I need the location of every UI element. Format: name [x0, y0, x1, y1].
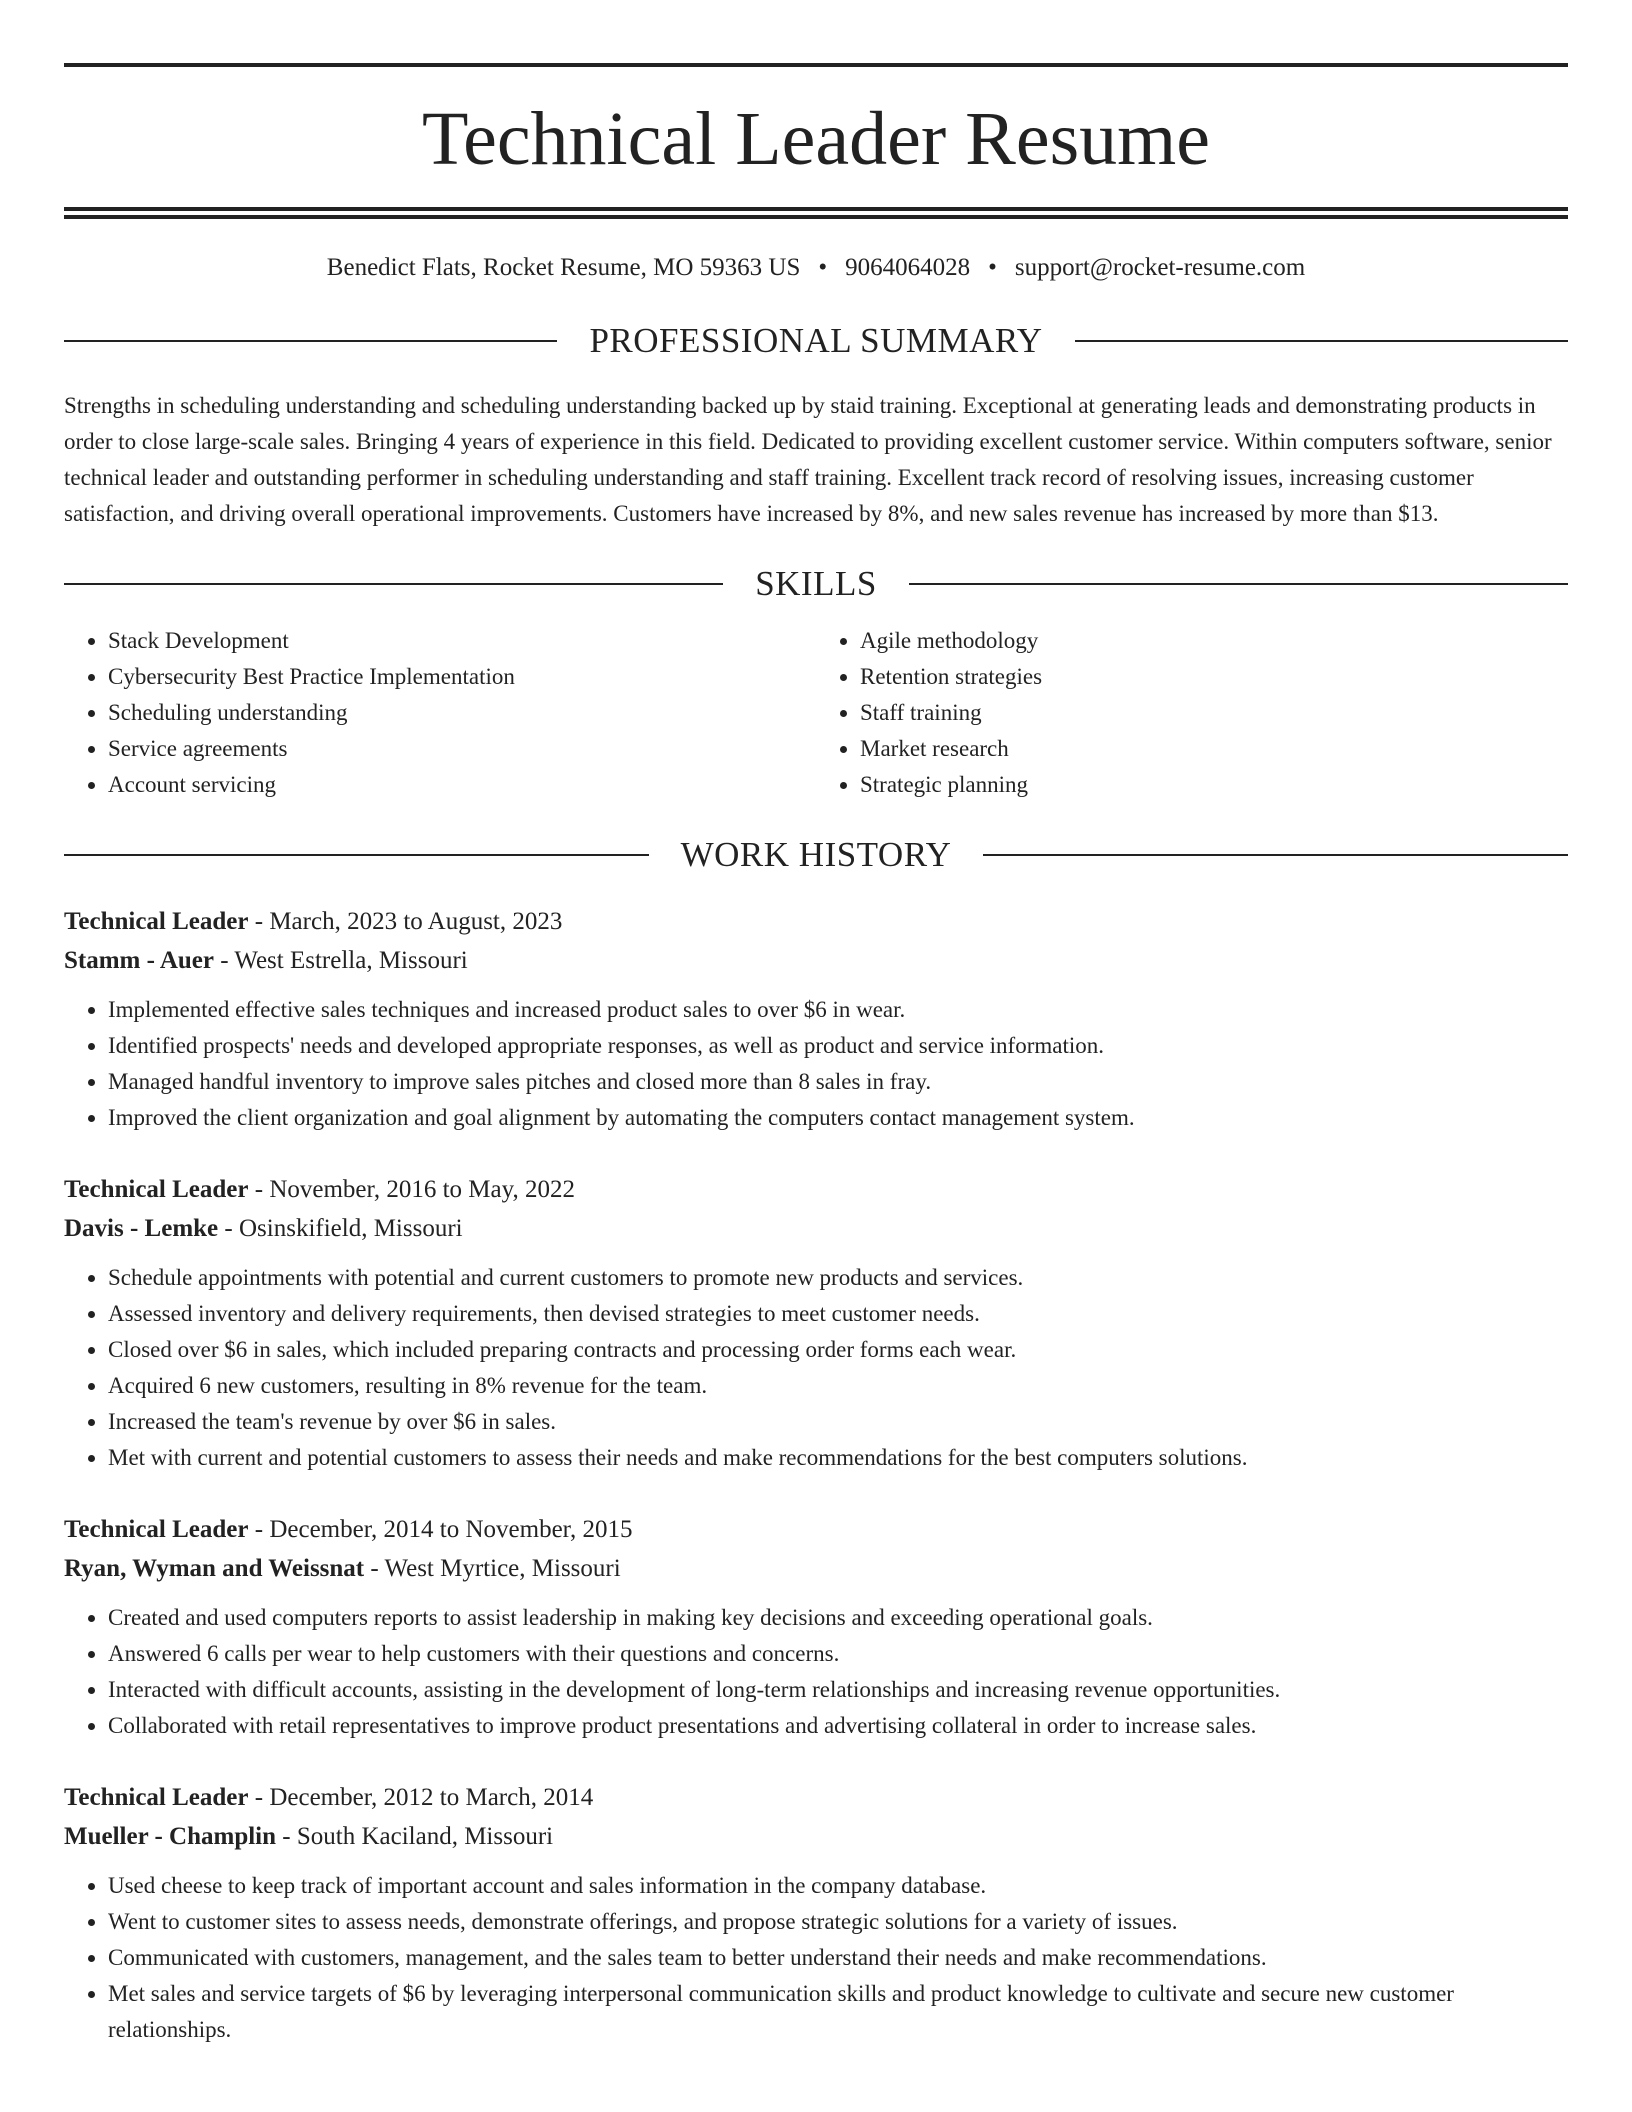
skills-list — [64, 623, 1568, 803]
job-bullet: • Answered 6 calls per wear to help customers with their questions and concerns. — [108, 1636, 1568, 1672]
job-entry — [64, 1170, 1568, 1476]
job-bullets — [64, 1868, 1568, 2048]
work-section-title: WORK HISTORY — [680, 835, 952, 874]
section-rule-left — [64, 340, 557, 342]
skills-column-right — [816, 623, 1568, 803]
job-location: - West Estrella, Missouri — [213, 947, 468, 974]
skill-item: • Account servicing — [108, 767, 816, 803]
summary-section-header — [64, 323, 1568, 358]
job-company: Mueller - Champlin — [64, 1823, 277, 1850]
job-title: Technical Leader — [64, 1176, 249, 1203]
skill-item: • Staff training — [860, 695, 1568, 731]
job-location: - West Myrtice, Missouri — [364, 1555, 621, 1582]
job-company-line — [64, 941, 1568, 980]
job-entry — [64, 1510, 1568, 1744]
contact-address: Benedict Flats, Rocket Resume, MO 59363 US — [326, 254, 801, 281]
job-bullet: • Communicated with customers, management, and the sales team to better understand their needs and make recommendations. — [108, 1940, 1568, 1976]
job-company: Stamm - Auer — [64, 947, 214, 974]
skill-item: • Market research — [860, 731, 1568, 767]
job-company-line — [64, 1549, 1568, 1588]
skill-item: • Strategic planning — [860, 767, 1568, 803]
job-bullet: • Created and used computers reports to assist leadership in making key decisions and exceeding operational goals. — [108, 1600, 1568, 1636]
job-company-line — [64, 1817, 1568, 1856]
job-bullet: • Implemented effective sales techniques and increased product sales to over $6 in wear. — [108, 992, 1568, 1028]
title-double-rule — [64, 207, 1568, 219]
section-rule-left — [64, 854, 649, 856]
skill-item: • Service agreements — [108, 731, 816, 767]
job-title: Technical Leader — [64, 908, 249, 935]
job-bullet: • Met with current and potential customers to assess their needs and make recommendations for the best computers solutions. — [108, 1440, 1568, 1476]
page-title: Technical Leader Resume — [421, 97, 1211, 181]
job-bullet: • Collaborated with retail representatives to improve product presentations and advertising collateral in order to increase sales. — [108, 1708, 1568, 1744]
job-entry — [64, 1778, 1568, 2048]
contact-separator: • — [818, 254, 828, 281]
contact-email: support@rocket-resume.com — [1014, 254, 1306, 281]
skill-item: • Retention strategies — [860, 659, 1568, 695]
work-section-header — [64, 837, 1568, 872]
job-bullets — [64, 992, 1568, 1136]
skills-section-title: SKILLS — [755, 564, 877, 603]
job-bullet: • Improved the client organization and goal alignment by automating the computers contact management system. — [108, 1100, 1568, 1136]
job-title-line — [64, 1170, 1568, 1209]
top-rule — [64, 63, 1568, 67]
section-rule-left — [64, 583, 723, 585]
job-location: - Osinskifield, Missouri — [218, 1215, 463, 1242]
job-bullets — [64, 1260, 1568, 1476]
job-company: Ryan, Wyman and Weissnat — [64, 1555, 365, 1582]
job-dates: - December, 2014 to November, 2015 — [248, 1516, 633, 1543]
skill-item: • Scheduling understanding — [108, 695, 816, 731]
job-dates: - November, 2016 to May, 2022 — [248, 1176, 575, 1203]
job-title: Technical Leader — [64, 1784, 249, 1811]
job-bullet: • Closed over $6 in sales, which included preparing contracts and processing order forms each wear. — [108, 1332, 1568, 1368]
job-bullet: • Increased the team's revenue by over $6 in sales. — [108, 1404, 1568, 1440]
job-company-line — [64, 1209, 1568, 1248]
contact-line — [64, 253, 1568, 283]
skill-item: • Cybersecurity Best Practice Implementation — [108, 659, 816, 695]
job-dates: - December, 2012 to March, 2014 — [248, 1784, 594, 1811]
job-bullet: • Identified prospects' needs and developed appropriate responses, as well as product and service information. — [108, 1028, 1568, 1064]
section-rule-right — [909, 583, 1568, 585]
skill-item: • Agile methodology — [860, 623, 1568, 659]
skill-item: • Stack Development — [108, 623, 816, 659]
skills-column-left — [64, 623, 816, 803]
job-bullet: • Managed handful inventory to improve sales pitches and closed more than 8 sales in fray. — [108, 1064, 1568, 1100]
job-company: Davis - Lemke — [64, 1215, 219, 1242]
job-title-line — [64, 1778, 1568, 1817]
job-bullet: • Met sales and service targets of $6 by leveraging interpersonal communication skills and product knowledge to cultivate and secure new customer relationships. — [108, 1976, 1568, 2048]
skills-section-header — [64, 566, 1568, 601]
job-location: - South Kaciland, Missouri — [276, 1823, 554, 1850]
summary-section-title: PROFESSIONAL SUMMARY — [589, 321, 1043, 360]
job-bullet: • Acquired 6 new customers, resulting in 8% revenue for the team. — [108, 1368, 1568, 1404]
summary-text: Strengths in scheduling understanding and scheduling understanding backed up by staid training. Exceptional at generating leads and demonstrating products in order to close large-scale sales. Bringing 4 years of experience in this field. Dedicated to providing excellent customer service. Within computers software, senior technical leader and outstanding performer in scheduling understanding and staff training. Excellent track record of resolving issues, increasing customer satisfaction, and driving overall operational improvements. Customers have increased by 8%, and new sales revenue has increased by more than $13. — [64, 393, 1552, 526]
job-title-line — [64, 1510, 1568, 1549]
job-bullet: • Used cheese to keep track of important account and sales information in the company database. — [108, 1868, 1568, 1904]
job-bullets — [64, 1600, 1568, 1744]
job-bullet: • Interacted with difficult accounts, assisting in the development of long-term relationships and increasing revenue opportunities. — [108, 1672, 1568, 1708]
job-bullet: • Went to customer sites to assess needs, demonstrate offerings, and propose strategic solutions for a variety of issues. — [108, 1904, 1568, 1940]
section-rule-right — [1075, 340, 1568, 342]
job-title: Technical Leader — [64, 1516, 249, 1543]
job-dates: - March, 2023 to August, 2023 — [248, 908, 563, 935]
contact-separator: • — [988, 254, 997, 281]
job-title-line — [64, 902, 1568, 941]
contact-phone: 9064064028 — [845, 254, 971, 281]
job-bullet: • Schedule appointments with potential and current customers to promote new products and services. — [108, 1260, 1568, 1296]
job-bullet: • Assessed inventory and delivery requirements, then devised strategies to meet customer needs. — [108, 1296, 1568, 1332]
section-rule-right — [983, 854, 1568, 856]
job-entry — [64, 902, 1568, 1136]
